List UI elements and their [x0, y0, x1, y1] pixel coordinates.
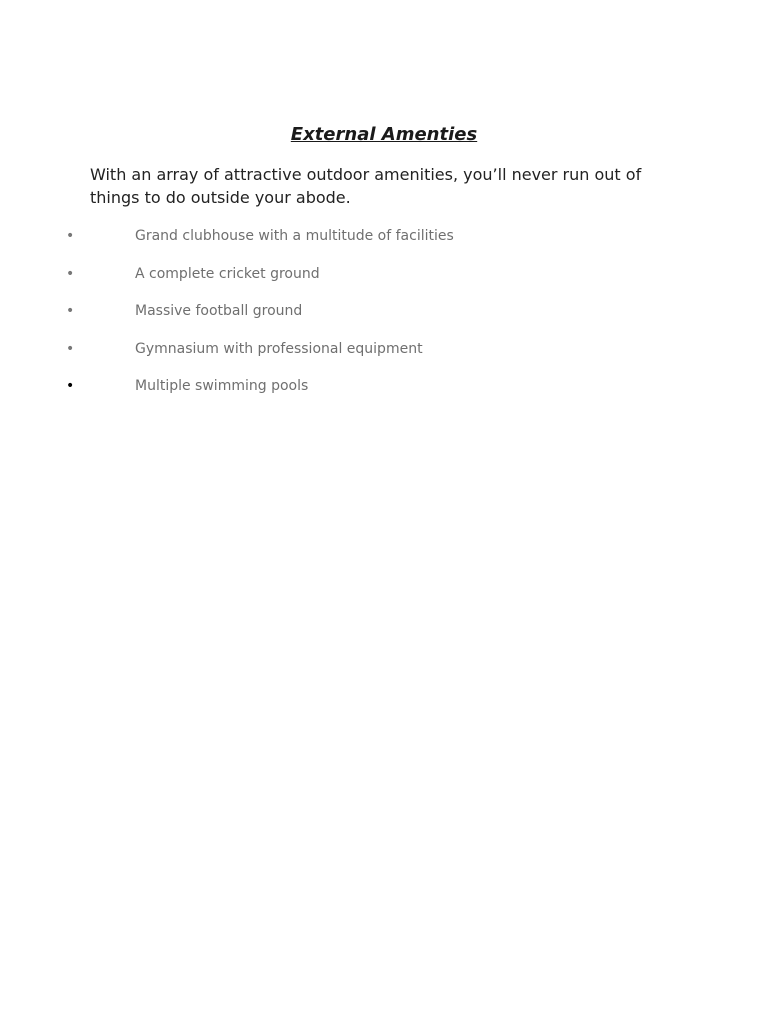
- amenity-label: Grand clubhouse with a multitude of facilities: [135, 228, 454, 244]
- bullet-icon: •: [66, 340, 75, 357]
- amenity-label: Gymnasium with professional equipment: [135, 340, 423, 357]
- amenity-label: A complete cricket ground: [135, 265, 320, 282]
- list-item: [0, 226, 768, 264]
- list-item: [0, 376, 768, 414]
- amenity-label: Multiple swimming pools: [135, 378, 309, 394]
- bullet-icon: •: [66, 265, 75, 282]
- amenity-list: [0, 226, 768, 414]
- list-item: [0, 339, 768, 377]
- bullet-icon: •: [66, 378, 75, 394]
- intro-paragraph: With an array of attractive outdoor amenities, you’ll never run out of things to do outside your abode.: [90, 165, 642, 207]
- list-item: [0, 301, 768, 339]
- bullet-icon: •: [66, 228, 75, 244]
- amenity-label: Massive football ground: [135, 303, 303, 319]
- list-item: [0, 264, 768, 302]
- bullet-icon: •: [66, 303, 75, 319]
- page-title: External Amenties: [290, 124, 478, 145]
